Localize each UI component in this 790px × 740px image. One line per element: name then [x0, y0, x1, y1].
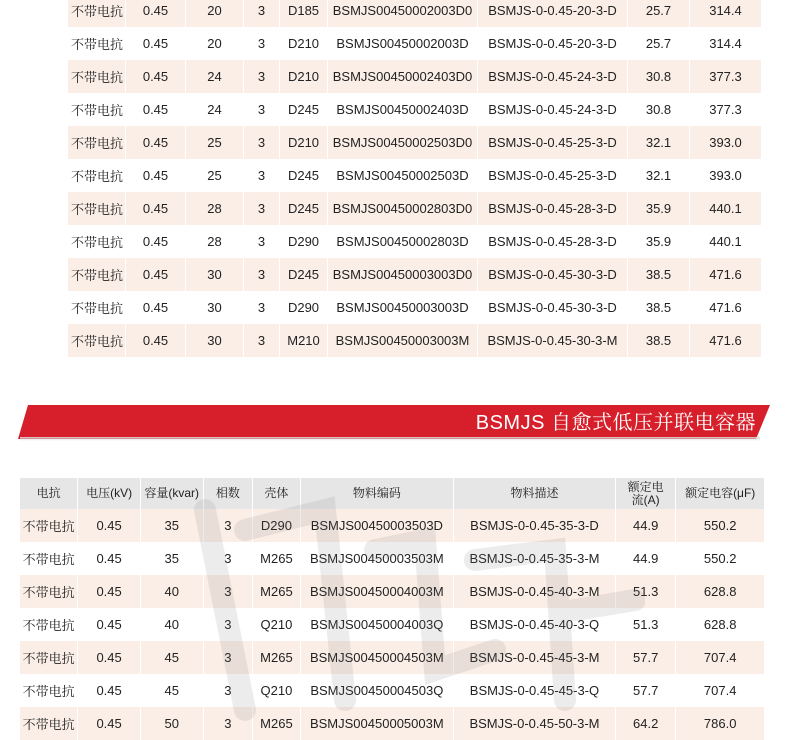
- cell-rated-capacitance: 314.4: [690, 0, 762, 27]
- cell-voltage: 0.45: [126, 324, 186, 357]
- cell-material-desc: BSMJS-0-0.45-35-3-M: [454, 542, 616, 575]
- cell-material-code: BSMJS00450004503M: [301, 641, 454, 674]
- cell-housing: M265: [253, 641, 301, 674]
- cell-voltage: 0.45: [126, 60, 186, 93]
- cell-rated-capacitance: 471.6: [690, 291, 762, 324]
- cell-material-code: BSMJS00450002403D: [328, 93, 478, 126]
- cell-phases: 3: [204, 608, 254, 641]
- cell-rated-current: 25.7: [628, 0, 690, 27]
- spec-table-lower: [20, 478, 765, 740]
- cell-rated-capacitance: 314.4: [690, 27, 762, 60]
- spec-table-upper: [68, 0, 762, 357]
- cell-material-code: BSMJS00450002803D0: [328, 192, 478, 225]
- cell-rated-current: 30.8: [628, 60, 690, 93]
- table-row: [68, 192, 762, 225]
- cell-reactor: 不带电抗: [20, 641, 78, 674]
- cell-material-code: BSMJS00450002503D: [328, 159, 478, 192]
- cell-reactor: 不带电抗: [68, 258, 126, 291]
- table-row: [68, 27, 762, 60]
- cell-housing: D210: [280, 126, 328, 159]
- cell-rated-capacitance: 440.1: [690, 225, 762, 258]
- table-row: [20, 575, 765, 608]
- section-title: BSMJS 自愈式低压并联电容器: [475, 412, 756, 434]
- cell-rated-capacitance: 393.0: [690, 126, 762, 159]
- cell-rated-capacitance: 707.4: [676, 641, 765, 674]
- cell-rated-current: 51.3: [616, 608, 676, 641]
- cell-rated-capacitance: 440.1: [690, 192, 762, 225]
- cell-rated-capacitance: 377.3: [690, 60, 762, 93]
- cell-capacity: 50: [141, 707, 204, 740]
- cell-capacity: 45: [141, 641, 204, 674]
- cell-rated-current: 57.7: [616, 674, 676, 707]
- table-row: [68, 60, 762, 93]
- cell-material-code: BSMJS00450002403D0: [328, 60, 478, 93]
- cell-housing: D245: [280, 192, 328, 225]
- cell-housing: M265: [253, 575, 301, 608]
- cell-reactor: 不带电抗: [68, 93, 126, 126]
- cell-housing: M210: [280, 324, 328, 357]
- cell-phases: 3: [244, 291, 280, 324]
- cell-rated-current: 44.9: [616, 509, 676, 542]
- header-voltage: 电压(kV): [78, 478, 141, 509]
- cell-material-desc: BSMJS-0-0.45-40-3-Q: [454, 608, 616, 641]
- cell-housing: D245: [280, 258, 328, 291]
- cell-housing: D210: [280, 60, 328, 93]
- cell-phases: 3: [204, 509, 254, 542]
- cell-material-desc: BSMJS-0-0.45-20-3-D: [478, 0, 628, 27]
- table-row: [68, 0, 762, 27]
- table-row: [20, 641, 765, 674]
- cell-housing: D185: [280, 0, 328, 27]
- cell-material-desc: BSMJS-0-0.45-25-3-D: [478, 159, 628, 192]
- cell-rated-capacitance: 628.8: [676, 608, 765, 641]
- cell-rated-capacitance: 377.3: [690, 93, 762, 126]
- cell-material-code: BSMJS00450002503D0: [328, 126, 478, 159]
- table-row: [68, 324, 762, 357]
- cell-material-desc: BSMJS-0-0.45-20-3-D: [478, 27, 628, 60]
- header-rated-current: 额定电流(A): [616, 478, 676, 509]
- table-row: [20, 542, 765, 575]
- cell-material-code: BSMJS00450003003D0: [328, 258, 478, 291]
- cell-voltage: 0.45: [78, 575, 141, 608]
- cell-reactor: 不带电抗: [68, 27, 126, 60]
- cell-housing: D290: [280, 225, 328, 258]
- cell-reactor: 不带电抗: [68, 324, 126, 357]
- cell-rated-current: 64.2: [616, 707, 676, 740]
- cell-voltage: 0.45: [126, 0, 186, 27]
- cell-housing: M265: [253, 707, 301, 740]
- cell-voltage: 0.45: [78, 509, 141, 542]
- cell-phases: 3: [204, 674, 254, 707]
- cell-voltage: 0.45: [78, 608, 141, 641]
- cell-material-desc: BSMJS-0-0.45-28-3-D: [478, 192, 628, 225]
- cell-phases: 3: [244, 159, 280, 192]
- cell-capacity: 30: [186, 324, 244, 357]
- cell-reactor: 不带电抗: [68, 291, 126, 324]
- table-row: [68, 291, 762, 324]
- cell-material-desc: BSMJS-0-0.45-30-3-D: [478, 291, 628, 324]
- cell-rated-capacitance: 550.2: [676, 542, 765, 575]
- cell-material-desc: BSMJS-0-0.45-30-3-D: [478, 258, 628, 291]
- cell-rated-current: 38.5: [628, 291, 690, 324]
- cell-capacity: 20: [186, 0, 244, 27]
- cell-material-code: BSMJS00450002003D: [328, 27, 478, 60]
- cell-capacity: 20: [186, 27, 244, 60]
- cell-phases: 3: [244, 60, 280, 93]
- cell-material-code: BSMJS00450002803D: [328, 225, 478, 258]
- table-row: [68, 258, 762, 291]
- cell-capacity: 24: [186, 93, 244, 126]
- cell-phases: 3: [204, 707, 254, 740]
- cell-material-desc: BSMJS-0-0.45-30-3-M: [478, 324, 628, 357]
- cell-phases: 3: [244, 192, 280, 225]
- cell-voltage: 0.45: [126, 258, 186, 291]
- cell-rated-capacitance: 707.4: [676, 674, 765, 707]
- header-housing: 壳体: [253, 478, 301, 509]
- cell-rated-current: 32.1: [628, 126, 690, 159]
- cell-rated-capacitance: 471.6: [690, 258, 762, 291]
- cell-housing: D245: [280, 93, 328, 126]
- cell-phases: 3: [244, 0, 280, 27]
- header-rated-capacitance: 额定电容(μF): [676, 478, 765, 509]
- table-row: [20, 509, 765, 542]
- cell-rated-current: 25.7: [628, 27, 690, 60]
- cell-material-desc: BSMJS-0-0.45-25-3-D: [478, 126, 628, 159]
- cell-rated-capacitance: 550.2: [676, 509, 765, 542]
- cell-reactor: 不带电抗: [20, 575, 78, 608]
- cell-capacity: 25: [186, 126, 244, 159]
- cell-housing: D290: [253, 509, 301, 542]
- cell-rated-current: 32.1: [628, 159, 690, 192]
- cell-phases: 3: [244, 93, 280, 126]
- cell-material-desc: BSMJS-0-0.45-50-3-M: [454, 707, 616, 740]
- cell-reactor: 不带电抗: [20, 707, 78, 740]
- cell-phases: 3: [204, 575, 254, 608]
- cell-voltage: 0.45: [126, 159, 186, 192]
- cell-housing: D245: [280, 159, 328, 192]
- cell-material-desc: BSMJS-0-0.45-24-3-D: [478, 93, 628, 126]
- cell-phases: 3: [244, 258, 280, 291]
- cell-voltage: 0.45: [126, 192, 186, 225]
- table-row: [68, 225, 762, 258]
- cell-capacity: 45: [141, 674, 204, 707]
- cell-rated-current: 38.5: [628, 258, 690, 291]
- cell-voltage: 0.45: [126, 93, 186, 126]
- table-row: [68, 126, 762, 159]
- cell-reactor: 不带电抗: [68, 159, 126, 192]
- cell-capacity: 40: [141, 575, 204, 608]
- cell-voltage: 0.45: [126, 126, 186, 159]
- header-reactor: 电抗: [20, 478, 78, 509]
- cell-reactor: 不带电抗: [68, 225, 126, 258]
- cell-material-code: BSMJS00450004003Q: [301, 608, 454, 641]
- cell-rated-current: 35.9: [628, 225, 690, 258]
- cell-material-desc: BSMJS-0-0.45-28-3-D: [478, 225, 628, 258]
- cell-material-code: BSMJS00450005003M: [301, 707, 454, 740]
- cell-voltage: 0.45: [126, 291, 186, 324]
- cell-housing: M265: [253, 542, 301, 575]
- header-material-code: 物料编码: [301, 478, 454, 509]
- cell-rated-current: 38.5: [628, 324, 690, 357]
- cell-phases: 3: [204, 542, 254, 575]
- cell-rated-current: 30.8: [628, 93, 690, 126]
- cell-phases: 3: [244, 27, 280, 60]
- cell-rated-current: 57.7: [616, 641, 676, 674]
- table-row: [68, 159, 762, 192]
- cell-rated-capacitance: 628.8: [676, 575, 765, 608]
- cell-rated-current: 35.9: [628, 192, 690, 225]
- cell-material-desc: BSMJS-0-0.45-45-3-M: [454, 641, 616, 674]
- cell-rated-current: 51.3: [616, 575, 676, 608]
- cell-reactor: 不带电抗: [20, 542, 78, 575]
- cell-voltage: 0.45: [126, 225, 186, 258]
- table-header-row: [20, 478, 765, 509]
- cell-rated-capacitance: 786.0: [676, 707, 765, 740]
- cell-capacity: 25: [186, 159, 244, 192]
- cell-reactor: 不带电抗: [68, 0, 126, 27]
- cell-housing: D290: [280, 291, 328, 324]
- cell-reactor: 不带电抗: [20, 509, 78, 542]
- cell-material-desc: BSMJS-0-0.45-35-3-D: [454, 509, 616, 542]
- cell-voltage: 0.45: [78, 542, 141, 575]
- cell-material-desc: BSMJS-0-0.45-40-3-M: [454, 575, 616, 608]
- cell-material-code: BSMJS00450004503Q: [301, 674, 454, 707]
- cell-voltage: 0.45: [78, 641, 141, 674]
- header-material-desc: 物料描述: [454, 478, 616, 509]
- table-row: [20, 707, 765, 740]
- cell-housing: D210: [280, 27, 328, 60]
- cell-capacity: 28: [186, 192, 244, 225]
- cell-capacity: 30: [186, 291, 244, 324]
- cell-capacity: 35: [141, 542, 204, 575]
- cell-capacity: 30: [186, 258, 244, 291]
- cell-phases: 3: [244, 126, 280, 159]
- cell-capacity: 35: [141, 509, 204, 542]
- cell-capacity: 28: [186, 225, 244, 258]
- cell-phases: 3: [244, 225, 280, 258]
- cell-material-code: BSMJS00450003503D: [301, 509, 454, 542]
- cell-material-code: BSMJS00450003003D: [328, 291, 478, 324]
- cell-housing: Q210: [253, 674, 301, 707]
- cell-rated-capacitance: 471.6: [690, 324, 762, 357]
- cell-rated-current: 44.9: [616, 542, 676, 575]
- cell-material-code: BSMJS00450003503M: [301, 542, 454, 575]
- table-row: [20, 608, 765, 641]
- cell-phases: 3: [244, 324, 280, 357]
- table-row: [20, 674, 765, 707]
- cell-reactor: 不带电抗: [20, 674, 78, 707]
- cell-voltage: 0.45: [126, 27, 186, 60]
- cell-reactor: 不带电抗: [68, 60, 126, 93]
- cell-reactor: 不带电抗: [20, 608, 78, 641]
- header-capacity: 容量(kvar): [141, 478, 204, 509]
- cell-voltage: 0.45: [78, 674, 141, 707]
- cell-material-desc: BSMJS-0-0.45-45-3-Q: [454, 674, 616, 707]
- cell-housing: Q210: [253, 608, 301, 641]
- cell-reactor: 不带电抗: [68, 126, 126, 159]
- cell-phases: 3: [204, 641, 254, 674]
- cell-capacity: 40: [141, 608, 204, 641]
- cell-material-code: BSMJS00450002003D0: [328, 0, 478, 27]
- cell-rated-capacitance: 393.0: [690, 159, 762, 192]
- cell-reactor: 不带电抗: [68, 192, 126, 225]
- cell-capacity: 24: [186, 60, 244, 93]
- cell-material-desc: BSMJS-0-0.45-24-3-D: [478, 60, 628, 93]
- cell-material-code: BSMJS00450004003M: [301, 575, 454, 608]
- header-phases: 相数: [204, 478, 254, 509]
- cell-voltage: 0.45: [78, 707, 141, 740]
- table-row: [68, 93, 762, 126]
- cell-material-code: BSMJS00450003003M: [328, 324, 478, 357]
